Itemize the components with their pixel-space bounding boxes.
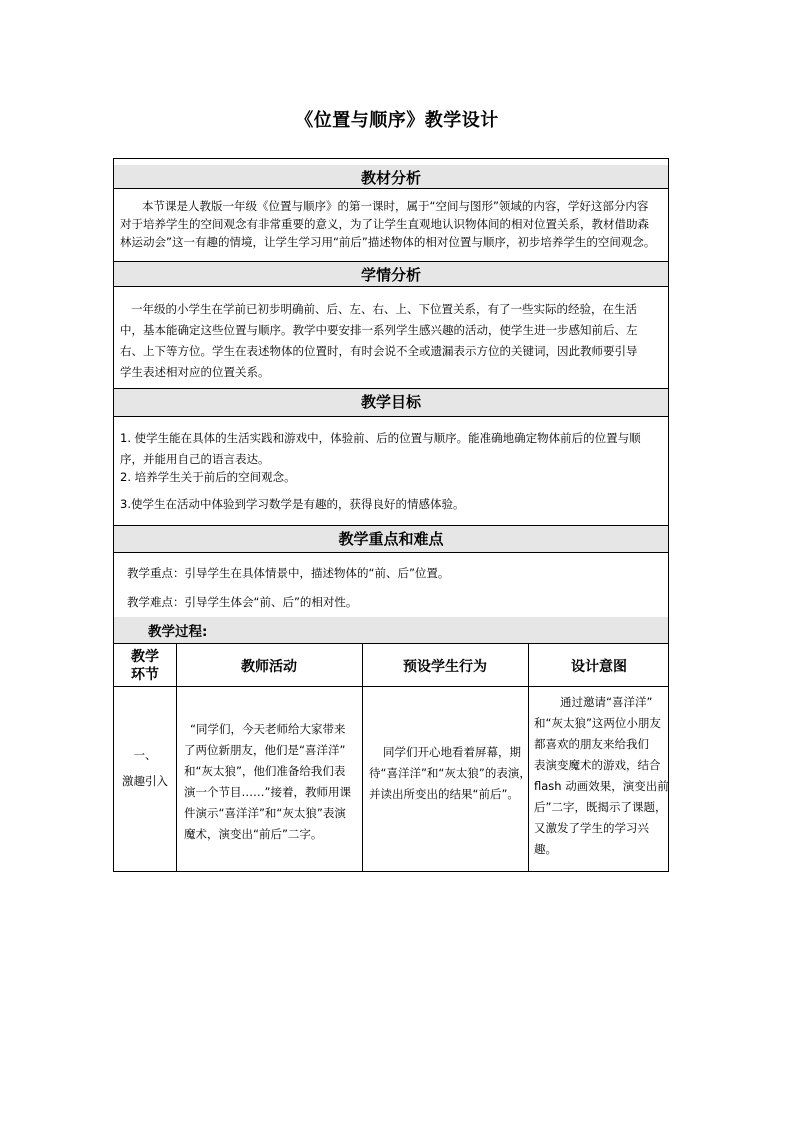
text-line: 表演变魔术的游戏，结合 (534, 758, 661, 772)
column-header-intent (528, 645, 670, 687)
text-line: 和“灰太狼”，他们准备给我们表 (184, 764, 346, 778)
goals-text (120, 429, 664, 513)
text-line: 和“灰太狼”这两位小朋友 (534, 716, 661, 730)
section-header-learners (114, 261, 668, 287)
text-line: 教学难点：引导学生体会“前、后”的相对性。 (127, 595, 358, 609)
text-line: 件演示“喜洋洋”和“灰太狼”表演 (184, 806, 346, 820)
cell-student (369, 742, 529, 805)
section-title: 教学重点和难点 (338, 530, 444, 548)
section-header-goals (114, 388, 668, 417)
text-line: 学生表述相对应的位置关系。 (120, 365, 270, 379)
section-header-keypoints (114, 525, 668, 553)
section-title: 学情分析 (360, 266, 421, 284)
text-line: 激趣引入 (122, 774, 168, 788)
text-line: 了两位新朋友，他们是“喜洋洋” (184, 743, 346, 757)
text-line: 又激发了学生的学习兴 (534, 821, 649, 835)
text-line: 对于培养学生的空间观念有非常重要的意义，为了让学生直观地认识物体间的相对位置关系，教材借助森 (120, 217, 649, 231)
column-header-label: 预设学生行为 (403, 659, 487, 675)
text-line: 趣。 (534, 842, 557, 856)
text-line: 一、 (133, 748, 157, 762)
text-line: 演一个节目……”接着，教师用课 (184, 785, 351, 799)
column-header-student (362, 645, 528, 687)
column-header-label: 教学环节 (131, 649, 159, 683)
text-line: 同学们开心地看着屏幕，期 (383, 745, 521, 759)
cell-teacher (184, 719, 360, 845)
column-header-label: 设计意图 (571, 659, 627, 675)
text-line: 后”二字，既揭示了课题， (534, 800, 667, 814)
section-header-material (114, 165, 668, 189)
text-line: 右、上下等方位。学生在表述物体的位置时，有时会说不全或遗漏表示方位的关键词，因此教师要引导 (120, 344, 638, 358)
text-line: 本节课是人教版一年级《位置与顺序》的第一课时，属于“空间与图形”领域的内容，学好这部分内容 (142, 199, 649, 213)
section-title: 教材分析 (360, 169, 421, 187)
text-line: 通过邀请“喜洋洋” (560, 695, 653, 709)
text-line: 都喜欢的朋友来给我们 (534, 737, 649, 751)
column-header-stage (114, 645, 176, 687)
process-title: 教学过程: (148, 624, 208, 640)
text-line: 2. 培养学生关于前后的空间观念。 (120, 470, 296, 484)
section-title: 教学目标 (360, 393, 421, 411)
cell-stage (114, 742, 176, 794)
text-line: 林运动会”这一有趣的情境，让学生学习用“前后”描述物体的相对位置与顺序，初步培养学生的空间观念。 (120, 235, 656, 249)
text-line: 中，基本能确定这些位置与顺序。教学中要安排一系列学生感兴趣的活动，使学生进一步感知前后、左 (120, 323, 638, 337)
learners-text (120, 299, 664, 383)
text-line: 教学重点：引导学生在具体情景中，描述物体的“前、后”位置。 (127, 566, 450, 580)
text-line: 序，并能用自己的语言表达。 (120, 452, 270, 466)
text-line: 并读出所变出的结果“前后”。 (369, 787, 519, 801)
text-line: flash 动画效果，演变出前 (534, 779, 669, 793)
cell-intent (534, 692, 668, 860)
text-line: “同学们，今天老师给大家带来 (190, 722, 346, 736)
text-line: 魔术，演变出“前后”二字。 (184, 827, 323, 841)
keypoints-text (127, 564, 671, 611)
document-title: 《位置与顺序》教学设计 (295, 110, 499, 131)
text-line: 待“喜洋洋”和“灰太狼”的表演， (369, 766, 531, 780)
text-line: 3.使学生在活动中体验到学习数学是有趣的，获得良好的情感体验。 (120, 497, 465, 511)
text-line: 1. 使学生能在具体的生活实践和游戏中，体验前、后的位置与顺序。能准确地确定物体前后的位置与顺 (120, 431, 641, 445)
column-header-teacher (176, 645, 362, 687)
material-text (120, 197, 664, 251)
text-line: 一年级的小学生在学前已初步明确前、后、左、右、上、下位置关系，有了一些实际的经验，在生活 (131, 302, 637, 316)
column-header-label: 教师活动 (241, 659, 297, 675)
design-table (113, 158, 669, 872)
